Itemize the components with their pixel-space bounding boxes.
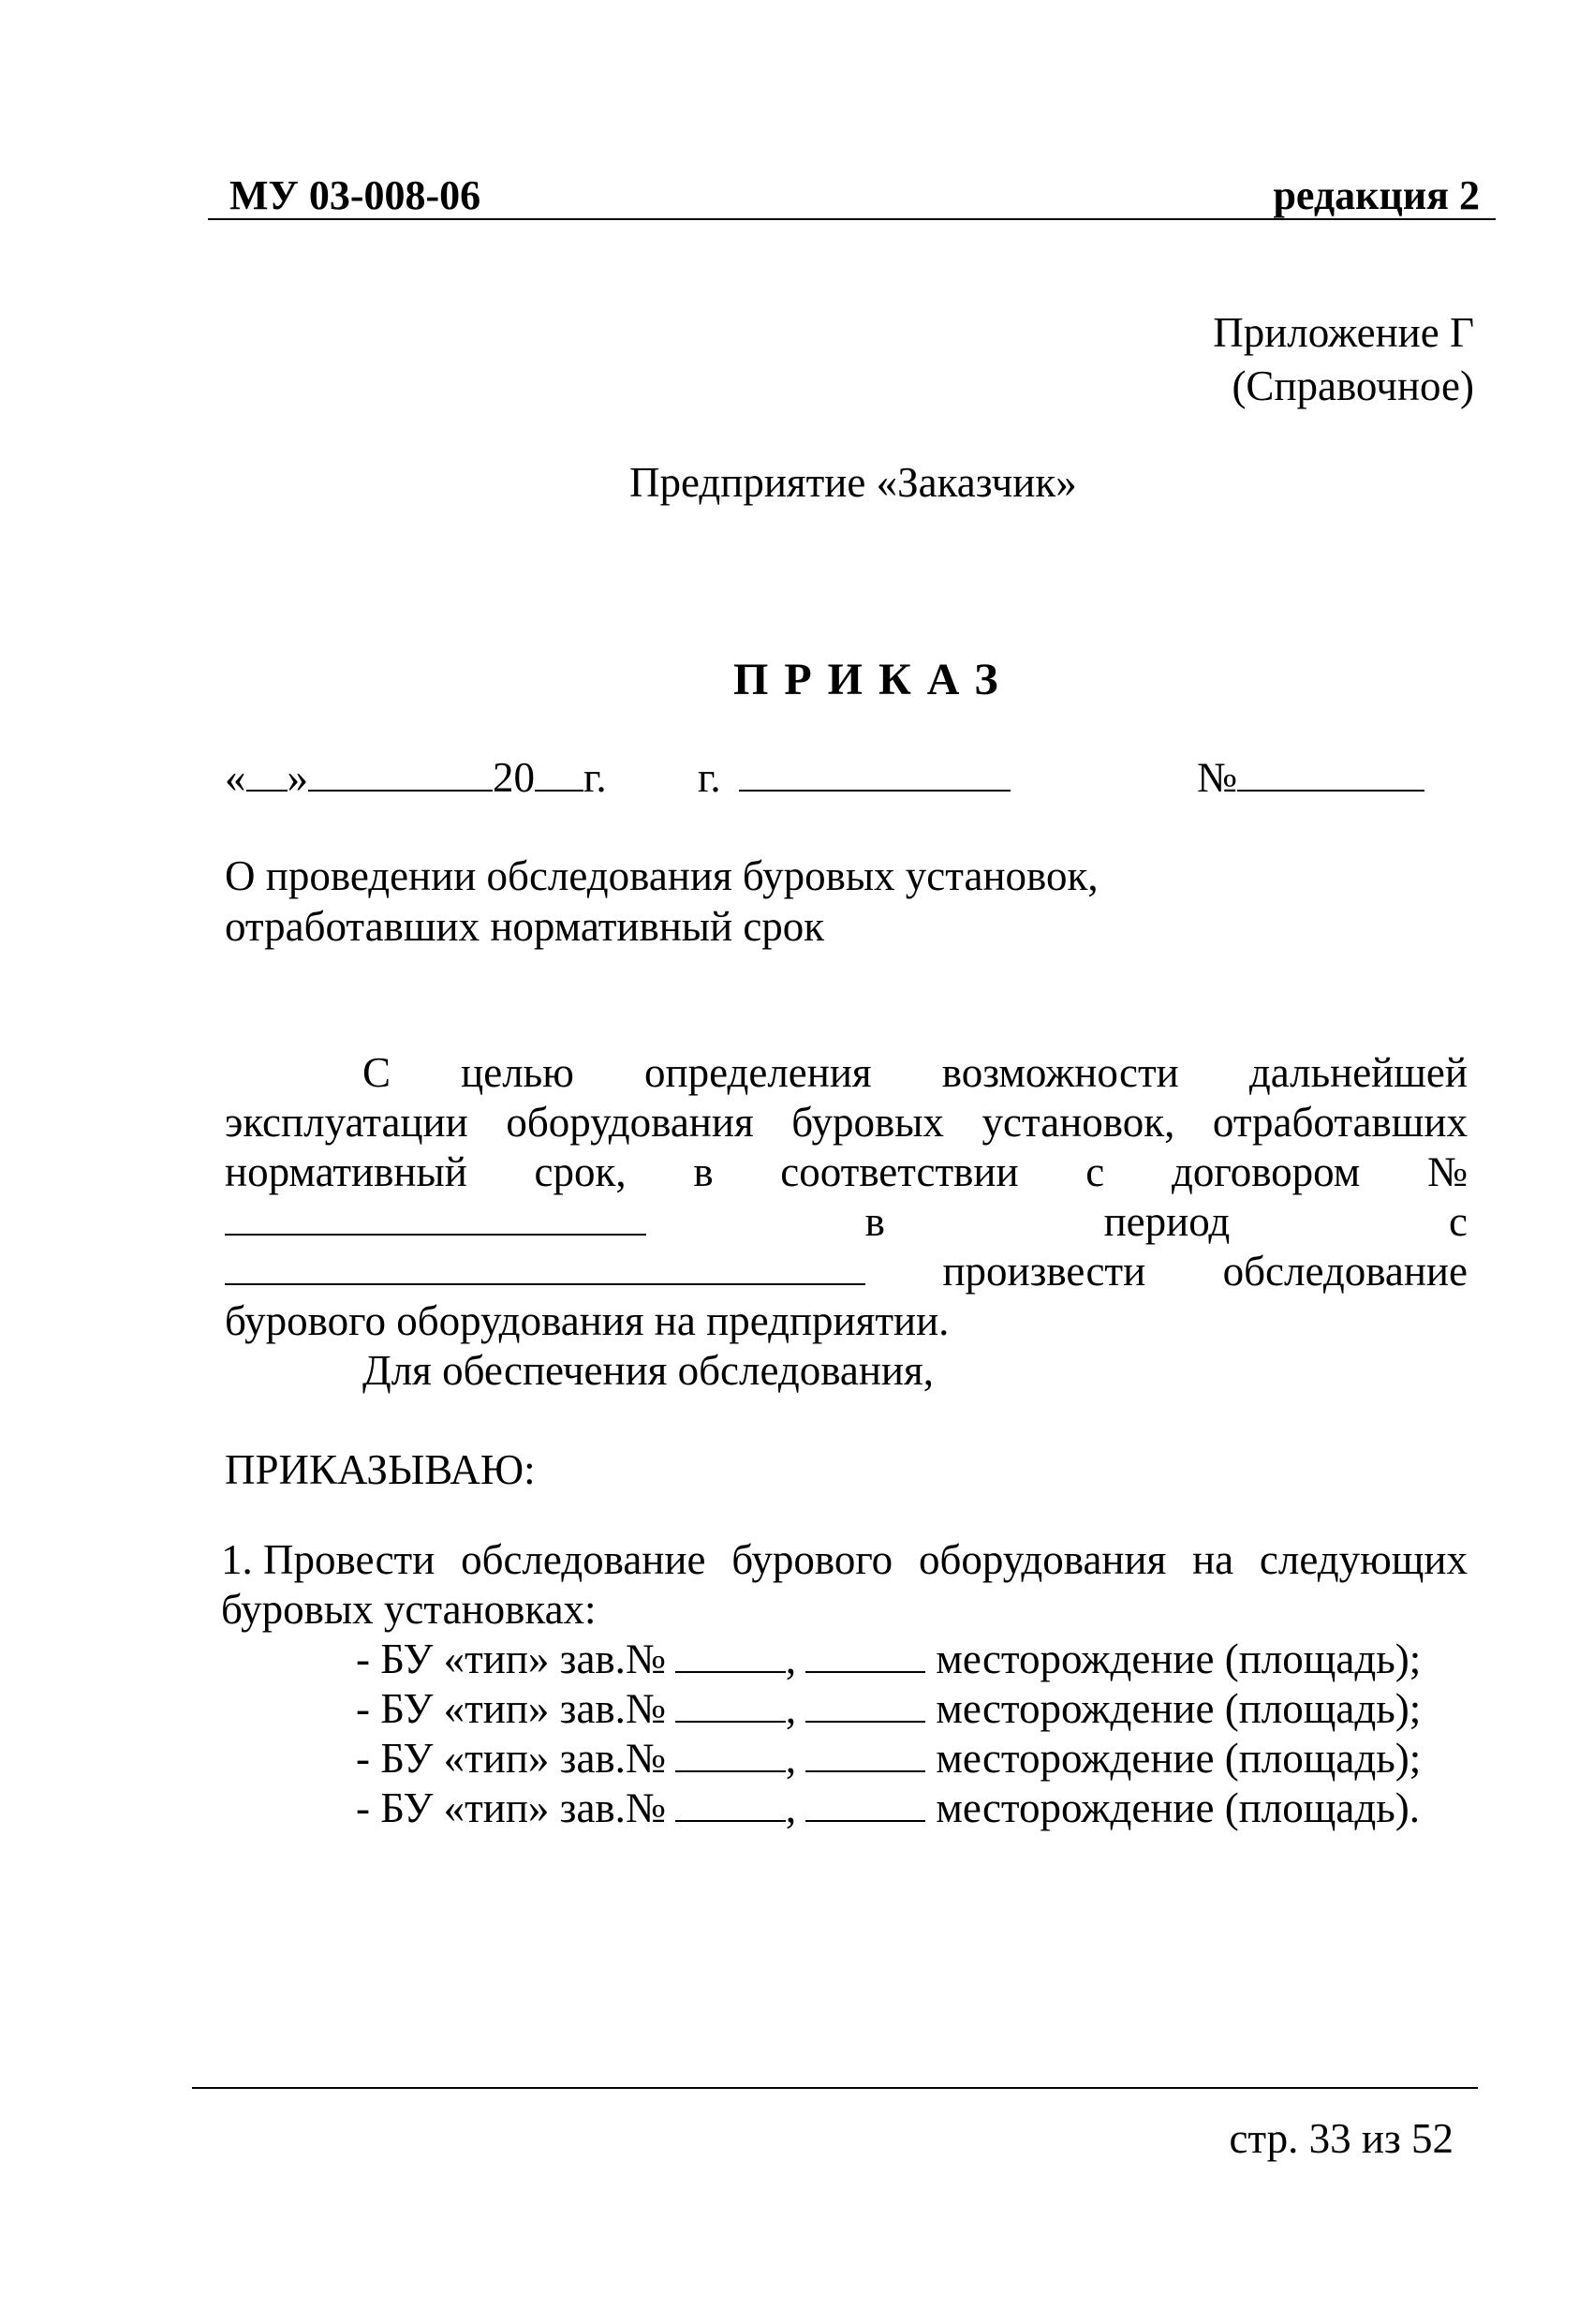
word: обследование — [461, 1536, 706, 1583]
rig-blank[interactable] — [805, 1670, 925, 1673]
rig-item — [356, 1638, 1421, 1680]
rig-blank[interactable] — [805, 1769, 925, 1772]
word: нормативный — [225, 1148, 467, 1195]
header-rule — [208, 218, 1496, 220]
word: в — [864, 1198, 885, 1245]
order-number-blank[interactable] — [1237, 789, 1424, 792]
word: отработавших — [1212, 1099, 1468, 1146]
body-line-4 — [225, 1198, 1468, 1245]
rig-suffix: месторождение (площадь); — [936, 1685, 1422, 1732]
order-number-field — [1197, 754, 1424, 801]
word: с — [1449, 1198, 1468, 1245]
word: оборудования — [506, 1099, 754, 1146]
word: 1. Провести — [221, 1536, 435, 1583]
order-title: ПРИКАЗ — [733, 655, 1014, 704]
rig-blank[interactable] — [805, 1720, 925, 1723]
year-suffix: г. — [583, 754, 607, 801]
contract-number-blank[interactable] — [225, 1233, 646, 1236]
rig-prefix: - БУ «тип» зав.№ — [356, 1735, 666, 1782]
year-blank[interactable] — [535, 789, 583, 792]
word: бурового — [731, 1536, 893, 1583]
serial-blank[interactable] — [675, 1819, 786, 1822]
appendix-type: (Справочное) — [1232, 363, 1474, 409]
rig-prefix: - БУ «тип» зав.№ — [356, 1685, 666, 1732]
rig-item — [356, 1735, 1422, 1782]
rig-prefix: - БУ «тип» зав.№ — [356, 1636, 666, 1682]
subject-line-1: О проведении обследования буровых установок, — [225, 852, 1099, 899]
number-sign: № — [1197, 754, 1237, 801]
year-prefix: 20 — [493, 754, 535, 801]
word: возможности — [941, 1049, 1179, 1096]
period-blank[interactable] — [225, 1282, 865, 1285]
edition-label: редакция 2 — [1273, 172, 1480, 218]
word: эксплуатации — [225, 1099, 468, 1146]
rig-item — [356, 1685, 1422, 1732]
rig-comma: , — [785, 1636, 797, 1682]
body-paragraph-2: Для обеспечения обследования, — [362, 1347, 934, 1394]
order-word: ПРИКАЗЫВАЮ: — [225, 1446, 536, 1493]
rig-item — [356, 1784, 1421, 1831]
body-line-5 — [225, 1248, 1468, 1295]
serial-blank[interactable] — [675, 1769, 786, 1772]
word: срок, — [534, 1148, 627, 1195]
body-line-6: бурового оборудования на предприятии. — [225, 1297, 950, 1344]
subject-line-2: отработавших нормативный срок — [225, 903, 825, 950]
word: на — [1192, 1536, 1234, 1583]
word: определения — [643, 1049, 872, 1096]
word: соответствии — [780, 1148, 1019, 1195]
month-blank[interactable] — [308, 789, 493, 792]
word: С — [362, 1049, 391, 1096]
body-line-1 — [362, 1049, 1468, 1096]
body-line-3 — [225, 1148, 1468, 1195]
footer-rule — [192, 2087, 1478, 2089]
rig-suffix: месторождение (площадь). — [936, 1784, 1421, 1831]
rig-comma: , — [785, 1735, 797, 1782]
body-line-2 — [225, 1099, 1468, 1146]
word: с — [1085, 1148, 1105, 1195]
word: в — [693, 1148, 714, 1195]
word: оборудования — [918, 1536, 1167, 1583]
word: дальнейшей — [1248, 1049, 1468, 1096]
word: следующих — [1259, 1536, 1468, 1583]
rig-suffix: месторождение (площадь); — [936, 1735, 1422, 1782]
word: период — [1103, 1198, 1231, 1245]
word: произвести — [942, 1248, 1146, 1295]
city-blank[interactable] — [739, 789, 1011, 792]
word: договором — [1171, 1148, 1361, 1195]
word: установок, — [981, 1099, 1175, 1146]
appendix-title: Приложение Г — [1213, 309, 1474, 356]
item-1-line-2: буровых установках: — [221, 1586, 597, 1633]
date-open-quote: « — [225, 754, 246, 801]
enterprise-name: Предприятие «Заказчик» — [629, 459, 1077, 506]
city-prefix: г. — [698, 754, 721, 801]
word: целью — [461, 1049, 574, 1096]
serial-blank[interactable] — [675, 1720, 786, 1723]
item-1-line-1 — [221, 1536, 1468, 1583]
word: № — [1427, 1148, 1468, 1195]
word: буровых — [791, 1099, 944, 1146]
rig-suffix: месторождение (площадь); — [936, 1636, 1422, 1682]
word: обследование — [1222, 1248, 1468, 1295]
city-field — [698, 754, 1011, 801]
rig-blank[interactable] — [805, 1819, 925, 1822]
rig-comma: , — [785, 1784, 797, 1831]
date-close-quote: » — [287, 754, 308, 801]
date-line — [225, 754, 607, 801]
serial-blank[interactable] — [675, 1670, 786, 1673]
rig-prefix: - БУ «тип» зав.№ — [356, 1784, 666, 1831]
document-code: МУ 03-008-06 — [229, 172, 481, 218]
page-number: стр. 33 из 52 — [1229, 2115, 1454, 2162]
rig-comma: , — [785, 1685, 797, 1732]
day-blank[interactable] — [246, 789, 288, 792]
